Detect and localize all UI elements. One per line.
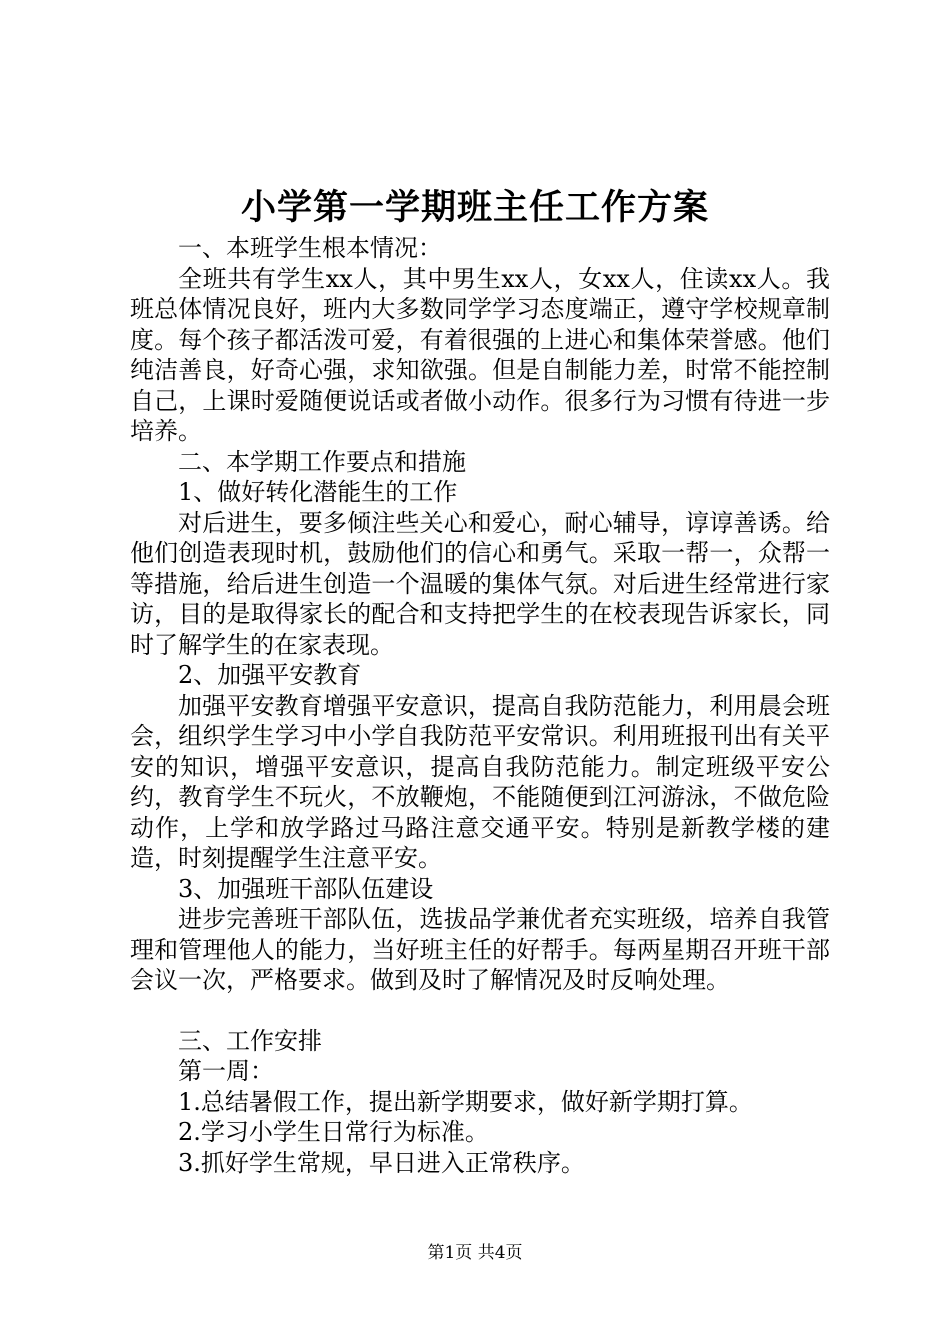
section-heading-key-points: 二、本学期工作要点和措施 — [178, 447, 466, 476]
page-number-footer: 第1页 共4页 — [427, 1243, 523, 1263]
list-item: 2.学习小学生日常行为标准。 — [178, 1118, 489, 1146]
subheading-class-cadres: 3、加强班干部队伍建设 — [178, 874, 434, 903]
paragraph-class-overview: 全班共有学生xx人，其中男生xx人，女xx人，住读xx人。我班总体情况良好，班内大多数同学学习态度端正，遵守学校规章制度。每个孩子都活泼可爱，有着很强的上进心和集体荣誉感。他们纯洁善良，好奇心强，求知欲强。但是自制能力差，时常不能控制自己，上课时爱随便说话或者做小动作。很多行为习惯有待进一步培养。 — [130, 264, 830, 445]
subheading-underachievers: 1、做好转化潜能生的工作 — [178, 478, 458, 506]
document-title: 小学第一学期班主任工作方案 — [240, 187, 709, 228]
section-heading-basic-situation: 一、本班学生根本情况： — [178, 234, 442, 262]
paragraph-underachievers: 对后进生，要多倾注些关心和爱心，耐心辅导，谆谆善诱。给他们创造表现时机，鼓励他们的信心和勇气。采取一帮一，众帮一等措施，给后进生创造一个温暖的集体气氛。对后进生经常进行家访，目的是取得家长的配合和支持把学生的在校表现告诉家长，同时了解学生的在家表现。 — [130, 508, 830, 659]
paragraph-class-cadres: 进步完善班干部队伍，选拔品学兼优者充实班级，培养自我管理和管理他人的能力，当好班主任的好帮手。每两星期召开班干部会议一次，严格要求。做到及时了解情况及时反响处理。 — [130, 905, 830, 994]
list-item: 1.总结暑假工作，提出新学期要求，做好新学期打算。 — [178, 1087, 753, 1116]
document-body — [130, 233, 830, 1178]
paragraph-safety-education: 加强平安教育增强平安意识，提高自我防范能力，利用晨会班会，组织学生学习中小学自我防范平安常识。利用班报刊出有关平安的知识，增强平安意识，提高自我防范能力。制定班级平安公约，教育学生不玩火，不放鞭炮，不能随便到江河游泳，不做危险动作，上学和放学路过马路注意交通平安。特别是新教学楼的建造，时刻提醒学生注意平安。 — [130, 691, 830, 872]
subheading-week-one: 第一周： — [178, 1057, 274, 1085]
section-heading-work-schedule: 三、工作安排 — [178, 1026, 322, 1055]
subheading-safety-education: 2、加强平安教育 — [178, 661, 362, 689]
list-item: 3.抓好学生常规，早日进入正常秩序。 — [178, 1148, 585, 1177]
